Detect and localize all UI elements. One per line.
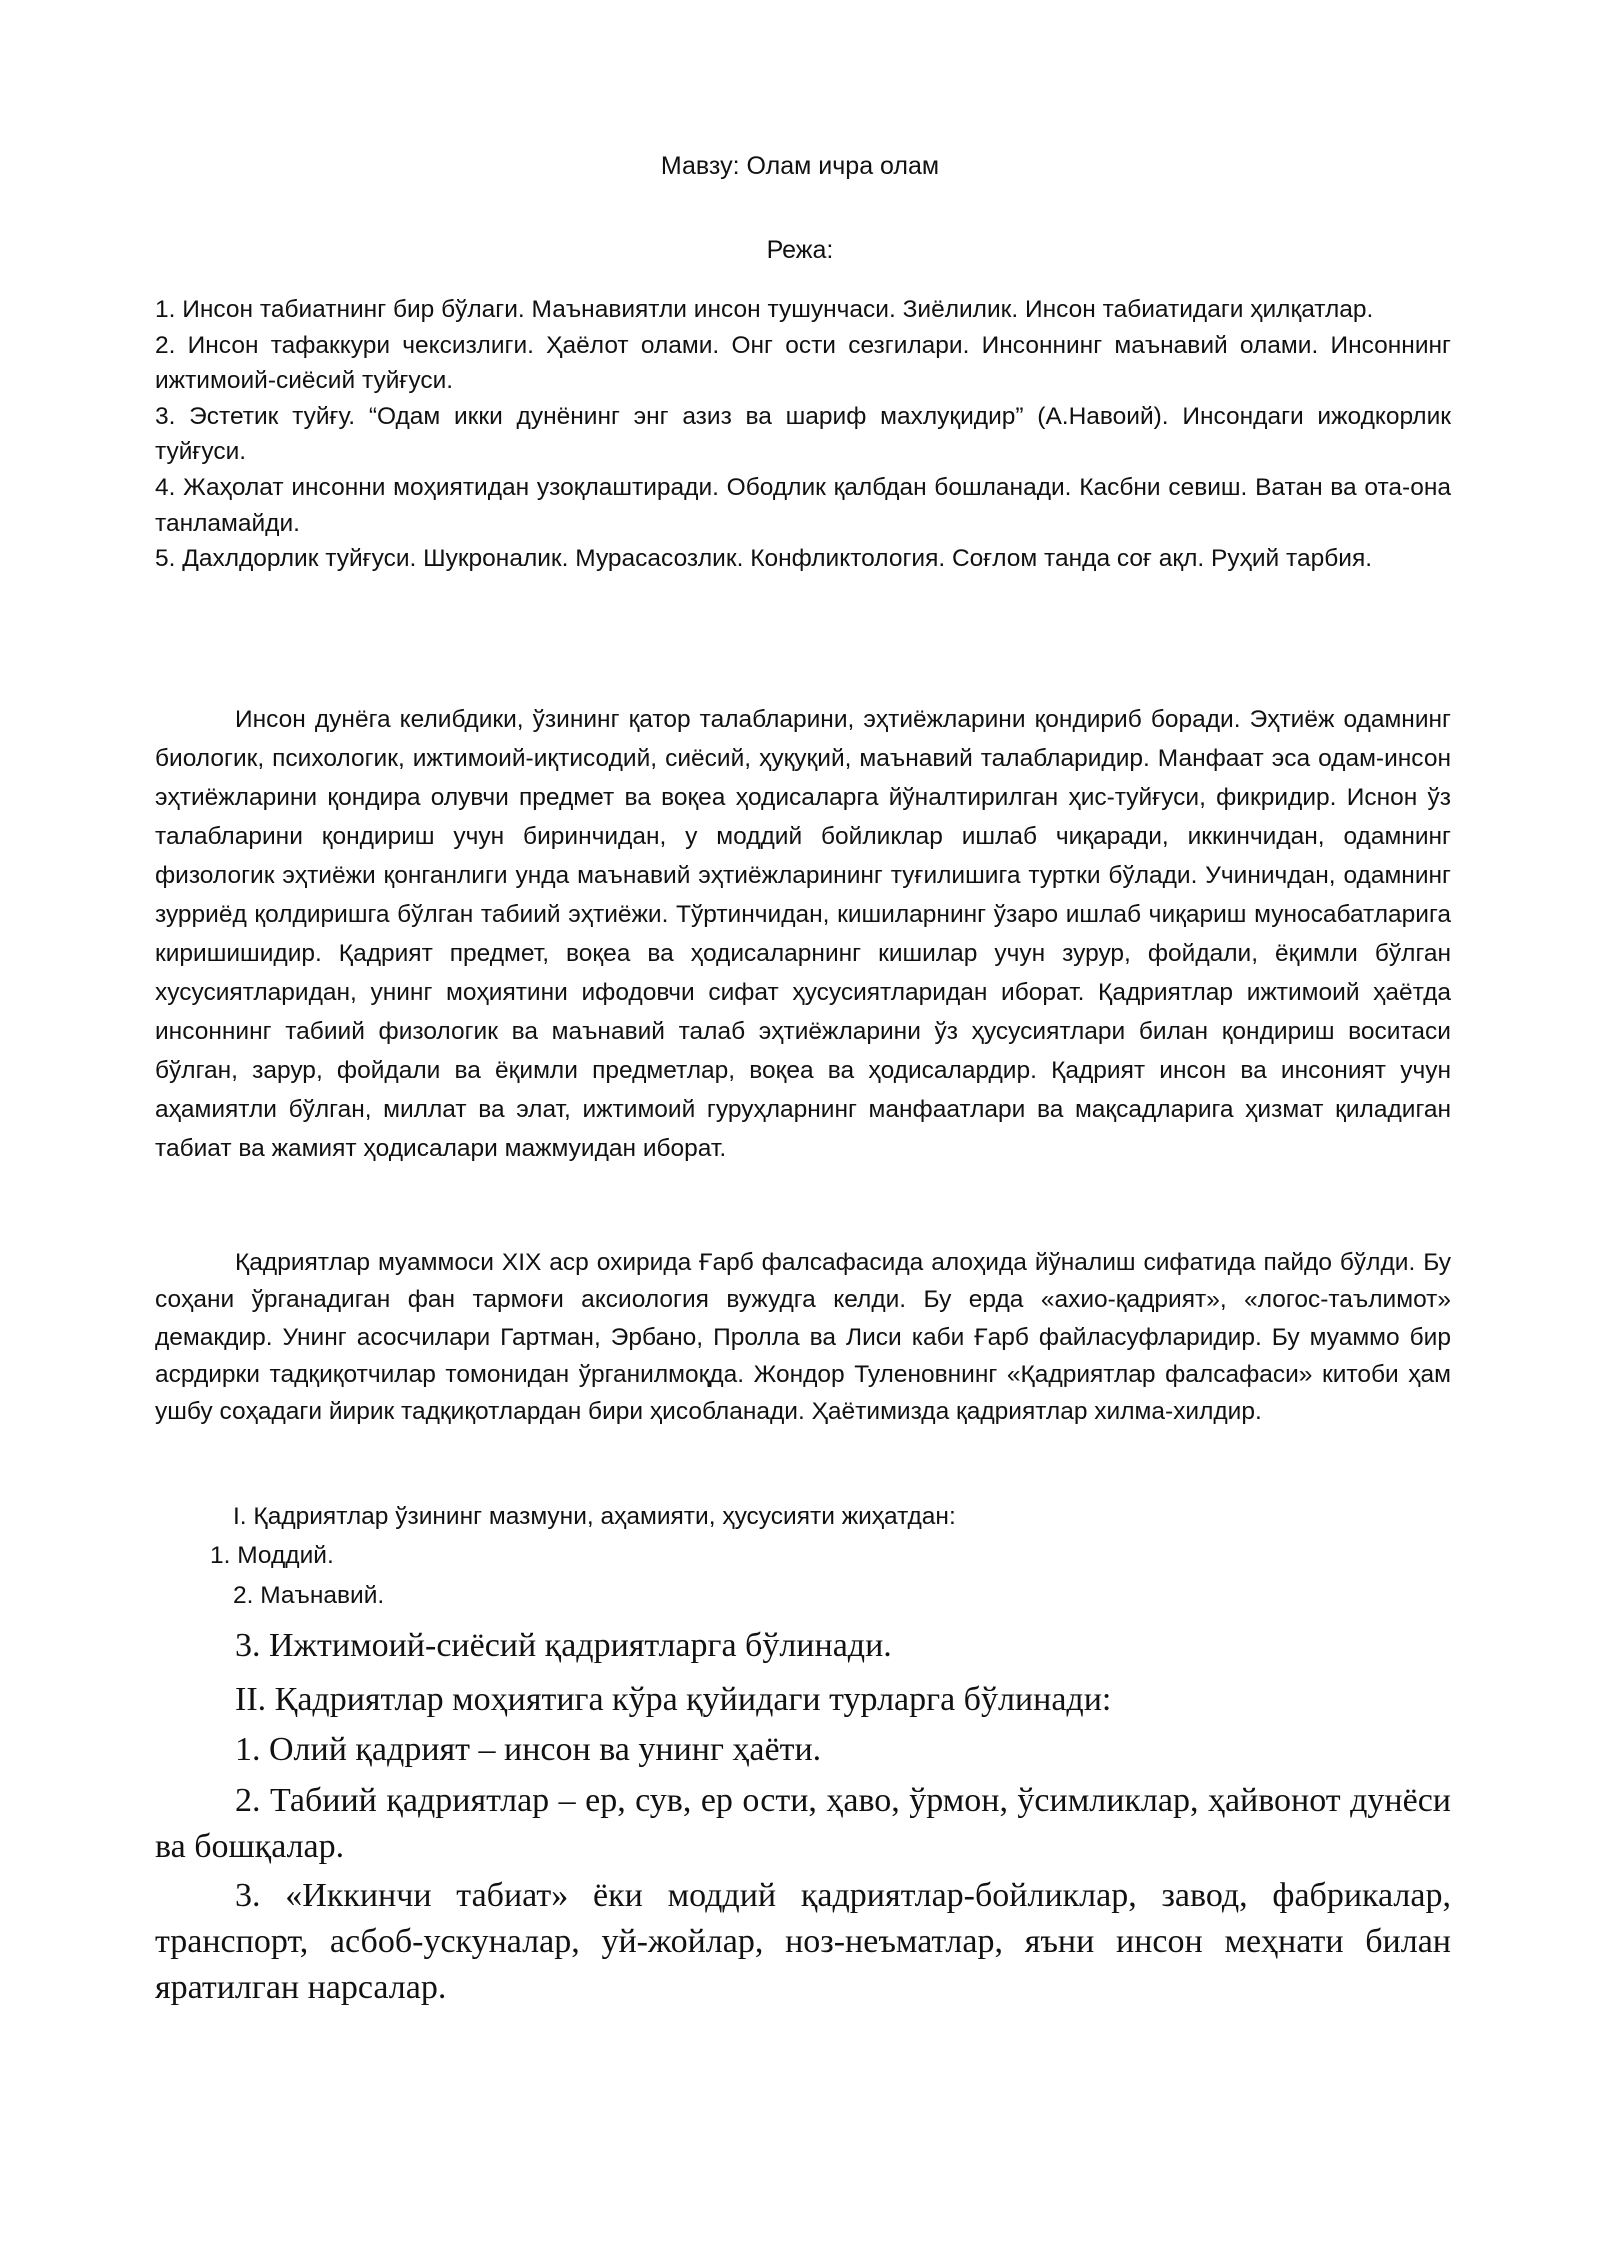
body-paragraph-1-block (155, 700, 1451, 1168)
classification-item-large (155, 1727, 1451, 1773)
classification-heading-1: I. Қадриятлар ўзининг мазмуни, аҳамияти, ҳусусияти жиҳатдан: (233, 1503, 956, 1530)
body-paragraph: Қадриятлар муаммоси XIX аср охирида Ғарб фалсафасида алоҳида йўналиш сифатида пайдо бўлди. Бу соҳани ўрганадиган фан тармоғи аксиология вужудга келди. Бу ерда «ахио-қадрият», «логос-таълимот» демакдир. Унинг асосчилари Гартман, Эрбано, Пролла ва Лиси каби Ғарб файласуфларидир. Бу муаммо бир асрдирки тадқиқотчилар томонидан ўрганилмоқда. Жондор Туленовнинг «Қадриятлар фалсафаси» китоби ҳам ушбу соҳадаги йирик тадқиқотлардан бири ҳисобланади. Ҳаётимизда қадриятлар хилма-хилдир. (155, 1249, 1451, 1426)
plan-list (155, 292, 1451, 577)
plan-item: 4. Жаҳолат инсонни моҳиятидан узоқлаштиради. Ободлик қалбдан бошланади. Касбни севиш. Ватан ва ота-она танламайди. (155, 473, 1451, 537)
classification-heading-2 (155, 1677, 1451, 1723)
body-paragraph-2-block (155, 1244, 1451, 1430)
plan-item: 1. Инсон табиатнинг бир бўлаги. Маънавиятли инсон тушунчаси. Зиёлилик. Инсон табиатидаги ҳилқатлар. (155, 296, 1374, 323)
classification-text: II. Қадриятлар моҳиятига кўра қуйидаги турларга бўлинади: (235, 1681, 1112, 1718)
classification-item-large (155, 1778, 1451, 1870)
classification-text: 1. Олий қадрият – инсон ва унинг ҳаёти. (235, 1731, 822, 1768)
plan-heading: Режа: (766, 236, 834, 264)
plan-item: 5. Дахлдорлик туйғуси. Шукроналик. Мурасасозлик. Конфликтология. Соғлом танда соғ ақл. Руҳий тарбия. (155, 545, 1373, 573)
classification-item-large (155, 1873, 1451, 2011)
classification-item: 1. Моддий. (210, 1542, 334, 1569)
document-title: Мавзу: Олам ичра олам (660, 152, 940, 180)
classification-text: 2. Табиий қадриятлар – ер, сув, ер ости, ҳаво, ўрмон, ўсимликлар, ҳайвонот дунёси ва бошқалар. (155, 1782, 1451, 1865)
classification-item-large (155, 1623, 1451, 1669)
body-paragraph: Инсон дунёга келибдики, ўзининг қатор талабларини, эҳтиёжларини қондириб боради. Эҳтиёж одамнинг биологик, психологик, ижтимоий-иқтисодий, сиёсий, ҳуқуқий, маънавий талабларидир. Манфаат эса одам-инсон эҳтиёжларини қондира олувчи предмет ва воқеа ҳодисаларга йўналтирилган ҳис-туйғуси, фикридир. Иснон ўз талабларини қондириш учун биринчидан, у моддий бойликлар ишлаб чиқаради, иккинчидан, одамнинг физологик эҳтиёжи қонганлиги унда маънавий эҳтиёжларининг туғилишига туртки бўлади. Учиничдан, одамнинг зурриёд қолдиришга бўлган табиий эҳтиёжи. Тўртинчидан, кишиларнинг ўзаро ишлаб чиқариш муносабатларига киришишидир. Қадрият предмет, воқеа ва ҳодисаларнинг кишилар учун зурур, фойдали, ёқимли бўлган хусусиятларидан, унинг моҳиятини ифодовчи сифат ҳусусиятларидан иборат. Қадриятлар ижтимоий ҳаётда инсоннинг табиий физологик ва маънавий талаб эҳтиёжларини ўз ҳусусиятлари билан қондириш воситаси бўлган, зарур, фойдали ва ёқимли предметлар, воқеа ва ҳодисалардир. Қадрият инсон ва инсоният учун аҳамиятли бўлган, миллат ва элат, ижтимоий гуруҳларнинг манфаатлари ва мақсадларига ҳизмат қиладиган табиат ва жамият ҳодисалари мажмуидан иборат. (155, 706, 1451, 1162)
plan-item: 2. Инсон тафаккури чексизлиги. Ҳаёлот олами. Онг ости сезгилари. Инсоннинг маънавий олами. Инсоннинг ижтимоий-сиёсий туйғуси. (155, 331, 1451, 395)
classification-item: 2. Маънавий. (233, 1582, 385, 1609)
plan-item: 3. Эстетик туйғу. “Одам икки дунёнинг энг азиз ва шариф махлуқидир” (А.Навоий). Инсондаги ижодкорлик туйғуси. (155, 402, 1451, 466)
classification-text: 3. Ижтимоий-сиёсий қадриятларга бўлинади. (235, 1627, 892, 1664)
classification-text: 3. «Иккинчи табиат» ёки моддий қадриятлар-бойликлар, завод, фабрикалар, транспорт, асбоб-ускуналар, уй-жойлар, ноз-неъматлар, яъни инсон меҳнати билан яратилган нарсалар. (155, 1877, 1451, 2006)
